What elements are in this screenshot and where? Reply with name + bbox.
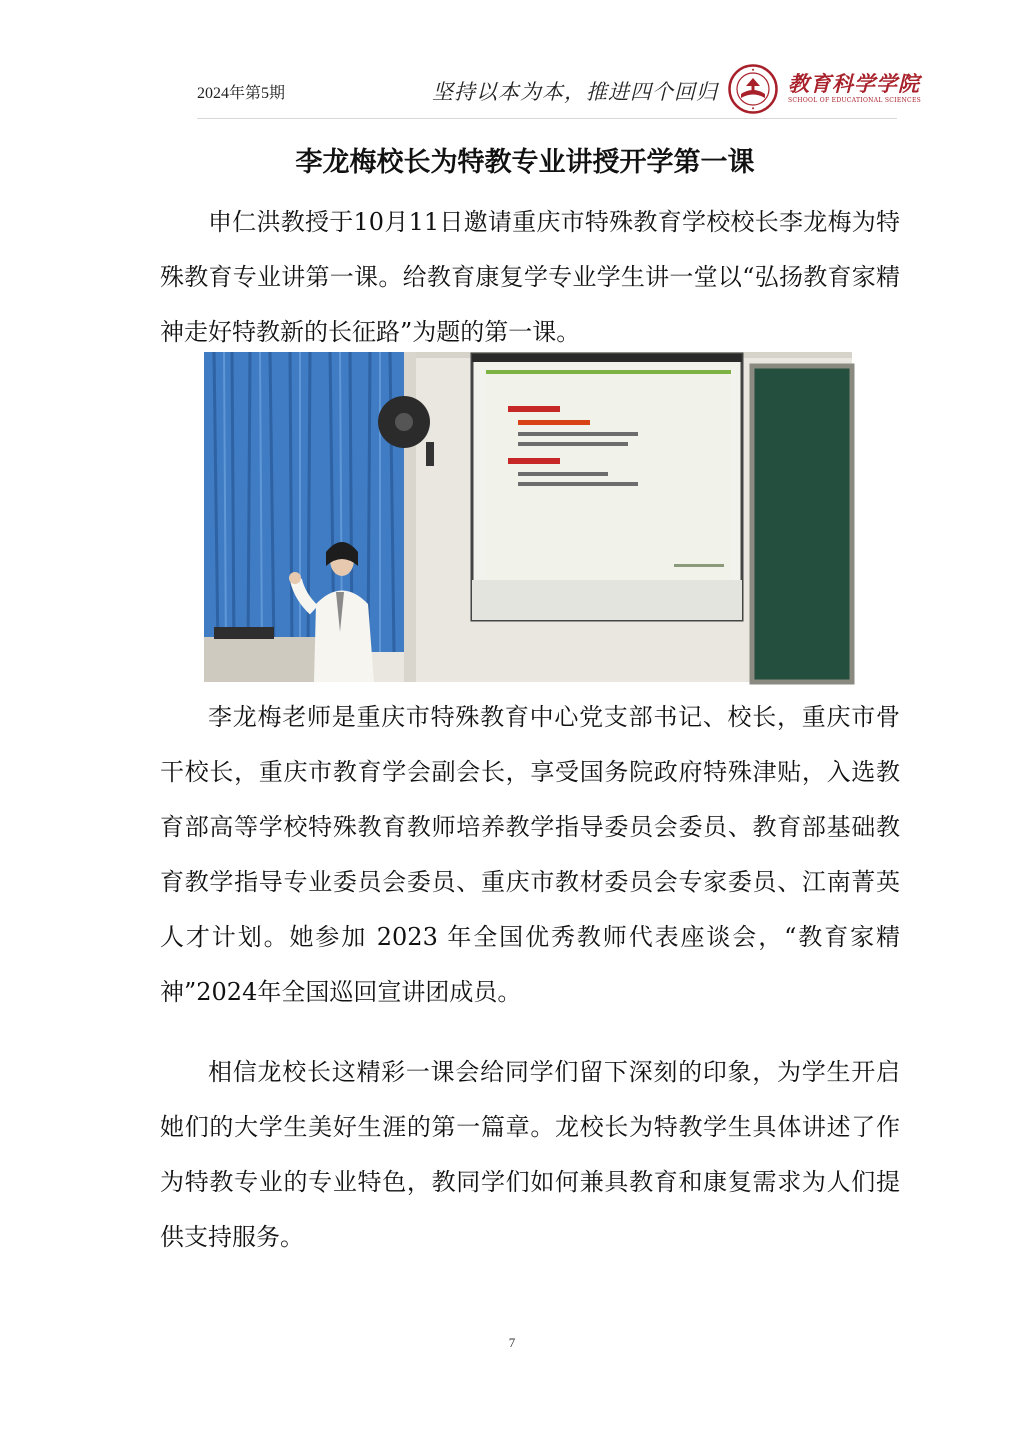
lecture-photo	[204, 352, 852, 682]
classroom-photo-illustration	[204, 352, 852, 682]
school-logo	[728, 64, 922, 116]
page-number: 7	[508, 1335, 516, 1350]
article-paragraph-3: 相信龙校长这精彩一课会给同学们留下深刻的印象，为学生开启她们的大学生美好生涯的第一篇章。龙校长为特教学生具体讲述了作为特教专业的专业特色，教同学们如何兼具教育和康复需求为人们提供支持服务。	[160, 1058, 900, 1251]
article-paragraph-2: 李龙梅老师是重庆市特殊教育中心党支部书记、校长，重庆市骨干校长，重庆市教育学会副会长，享受国务院政府特殊津贴，入选教育部高等学校特殊教育教师培养教学指导委员会委员、教育部基础教育教学指导专业委员会委员、重庆市教材委员会专家委员、江南菁英人才计划。她参加 2023 年全国优秀教师代表座谈会，“教育家精神”2024年全国巡回宣讲团成员。	[160, 703, 900, 1006]
issue-label: 2024年第5期	[197, 85, 286, 102]
school-name-english: SCHOOL OF EDUCATIONAL SCIENCES	[788, 97, 922, 104]
school-name: 教育科学学院	[788, 71, 920, 96]
school-seal-icon	[728, 64, 778, 114]
header-slogan: 坚持以本为本，推进四个回归	[432, 80, 718, 104]
article-paragraph-1: 申仁洪教授于10月11日邀请重庆市特殊教育学校校长李龙梅为特殊教育专业讲第一课。给教育康复学专业学生讲一堂以“弘扬教育家精神走好特教新的长征路”为题的第一课。	[160, 208, 900, 346]
page-header	[0, 0, 1024, 125]
header-divider	[197, 118, 897, 119]
article-title: 李龙梅校长为特教专业讲授开学第一课	[295, 147, 755, 178]
